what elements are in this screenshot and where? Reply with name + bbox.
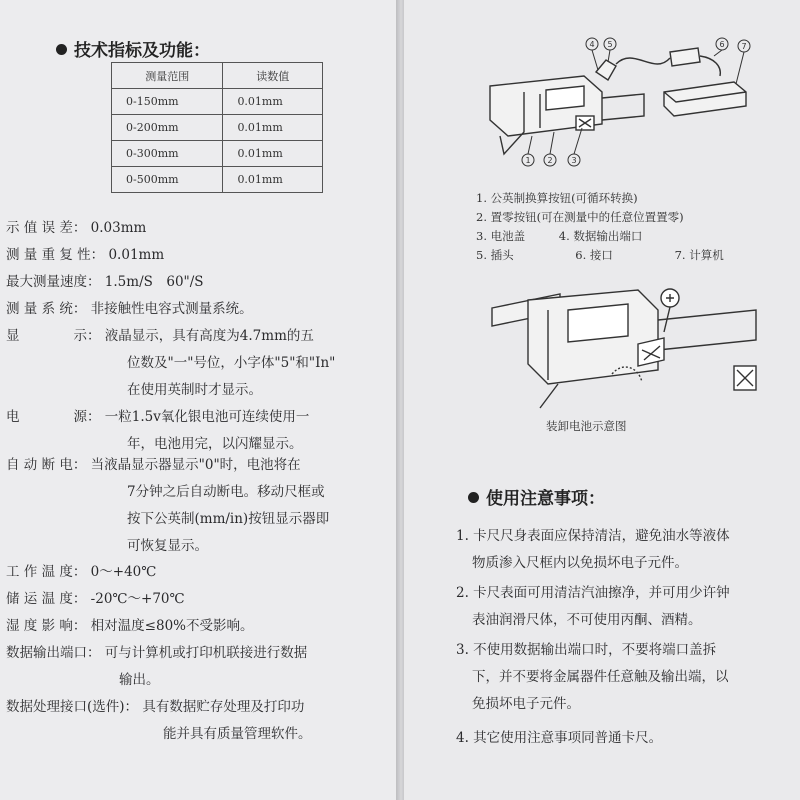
table-header-row bbox=[112, 63, 323, 89]
spec-label: 最大测量速度： bbox=[6, 274, 101, 290]
table-cell: 0-300mm bbox=[112, 141, 223, 167]
spec-value-line: 具有数据贮存处理及打印功 bbox=[142, 699, 305, 715]
specs-title: 技术指标及功能： bbox=[56, 36, 210, 61]
table-header: 测量范围 bbox=[112, 63, 223, 89]
legend-item: 6. 接口 bbox=[575, 248, 613, 262]
spec-value: 相对温度≤80%不受影响。 bbox=[90, 618, 254, 634]
spec-value-line: 位数及"一"号位，小字体"5"和"In" bbox=[127, 355, 336, 371]
spec-value: 0.01mm bbox=[108, 247, 165, 263]
callout-3: 3 bbox=[571, 156, 577, 165]
range-table bbox=[111, 62, 323, 193]
spec-power bbox=[6, 404, 309, 431]
spec-data-output bbox=[6, 640, 307, 667]
note-line: 下，并不要将金属器件任意触及输出端，以 bbox=[472, 669, 729, 685]
spec-value-line: 当液晶显示器显示"0"时，电池将在 bbox=[90, 457, 301, 473]
spec-label: 电 源： bbox=[6, 409, 101, 425]
table-row bbox=[112, 167, 323, 193]
caliper-connection-diagram bbox=[484, 36, 784, 176]
table-header: 读数值 bbox=[223, 63, 323, 89]
battery-diagram bbox=[488, 280, 788, 410]
spec-value-line: 7分钟之后自动断电。移动尺框或 bbox=[127, 484, 325, 500]
spec-value-line: 输出。 bbox=[119, 672, 160, 688]
battery-diagram-caption: 装卸电池示意图 bbox=[546, 419, 627, 433]
spec-value-line: 一粒1.5v氧化银电池可连续使用一 bbox=[104, 409, 310, 425]
caliper-drawing bbox=[490, 76, 644, 154]
spec-value: -20℃～+70℃ bbox=[90, 591, 185, 607]
table-row bbox=[112, 141, 323, 167]
callout-4: 4 bbox=[589, 40, 595, 49]
legend-line bbox=[476, 247, 724, 263]
table-row bbox=[112, 89, 323, 115]
spec-label: 湿 度 影 响： bbox=[6, 618, 87, 634]
spec-value: 非接触性电容式测量系统。 bbox=[90, 301, 253, 317]
right-page bbox=[404, 0, 800, 800]
spec-label: 测 量 重 复 性： bbox=[6, 247, 105, 263]
spec-accuracy bbox=[6, 215, 146, 242]
spec-speed bbox=[6, 269, 204, 296]
spec-value-line: 可与计算机或打印机联接进行数据 bbox=[104, 645, 308, 661]
spec-label: 工 作 温 度： bbox=[6, 564, 87, 580]
spec-display bbox=[6, 323, 314, 350]
callout-2: 2 bbox=[547, 156, 553, 165]
note-line: 4. 其它使用注意事项同普通卡尺。 bbox=[456, 730, 663, 746]
spec-humidity bbox=[6, 613, 254, 640]
spec-value: 1.5m/S 60"/S bbox=[104, 274, 204, 290]
table-cell: 0-150mm bbox=[112, 89, 223, 115]
spec-system bbox=[6, 296, 253, 323]
spec-data-processing bbox=[6, 694, 304, 721]
legend-item: 5. 插头 bbox=[476, 248, 514, 262]
callout-5: 5 bbox=[607, 40, 613, 49]
note-line: 3. 不使用数据输出端口时，不要将端口盖拆 bbox=[456, 642, 717, 658]
spec-auto-off bbox=[6, 452, 301, 479]
spec-value-line: 年，电池用完，以闪耀显示。 bbox=[127, 436, 303, 452]
table-cell: 0.01mm bbox=[223, 167, 323, 193]
spec-label: 自 动 断 电： bbox=[6, 457, 87, 473]
legend-line bbox=[476, 228, 642, 244]
spec-repeatability bbox=[6, 242, 164, 269]
spec-label: 测 量 系 统： bbox=[6, 301, 87, 317]
bullet-icon bbox=[468, 492, 479, 503]
table-cell: 0.01mm bbox=[223, 141, 323, 167]
table-cell: 0.01mm bbox=[223, 89, 323, 115]
table-cell: 0-200mm bbox=[112, 115, 223, 141]
callout-7: 7 bbox=[741, 42, 747, 51]
spec-label: 显 示： bbox=[6, 328, 101, 344]
callout-1: 1 bbox=[525, 156, 531, 165]
plug-cable-drawing bbox=[596, 48, 720, 80]
computer-drawing bbox=[664, 82, 746, 116]
legend-item: 7. 计算机 bbox=[674, 248, 724, 262]
spec-label: 数据输出端口： bbox=[6, 645, 101, 661]
note-line: 表油润滑尺体，不可使用丙酮、酒精。 bbox=[472, 612, 702, 628]
legend-item: 3. 电池盖 bbox=[476, 229, 526, 243]
table-cell: 0-500mm bbox=[112, 167, 223, 193]
notes-title: 使用注意事项： bbox=[468, 484, 605, 509]
spec-value-line: 可恢复显示。 bbox=[127, 538, 208, 554]
spec-value-line: 在使用英制时才显示。 bbox=[127, 382, 262, 398]
left-page bbox=[0, 0, 398, 800]
spec-label: 示 值 误 差： bbox=[6, 220, 87, 236]
callout-6: 6 bbox=[719, 40, 725, 49]
table-cell: 0.01mm bbox=[223, 115, 323, 141]
legend-line: 1. 公英制换算按钮(可循环转换) bbox=[476, 191, 638, 205]
note-line: 2. 卡尺表面可用清洁汽油擦净，并可用少许钟 bbox=[456, 585, 730, 601]
note-line: 免损坏电子元件。 bbox=[472, 696, 580, 712]
spec-label: 储 运 温 度： bbox=[6, 591, 87, 607]
table-row bbox=[112, 115, 323, 141]
legend-line: 2. 置零按钮(可在测量中的任意位置置零) bbox=[476, 210, 684, 224]
legend-item: 4. 数据输出端口 bbox=[558, 229, 643, 243]
spec-storage-temp bbox=[6, 586, 185, 613]
note-line: 物质渗入尺框内以免损坏电子元件。 bbox=[472, 555, 688, 571]
spec-value-line: 能并具有质量管理软件。 bbox=[163, 726, 312, 742]
spec-value-line: 按下公英制(mm/in)按钮显示器即 bbox=[127, 511, 330, 527]
spec-value: 0.03mm bbox=[90, 220, 147, 236]
spec-value-line: 液晶显示，具有高度为4.7mm的五 bbox=[104, 328, 314, 344]
spec-label: 数据处理接口(选件)： bbox=[6, 699, 139, 715]
spec-work-temp bbox=[6, 559, 156, 586]
bullet-icon bbox=[56, 44, 67, 55]
spec-value: 0～+40℃ bbox=[90, 564, 157, 580]
note-line: 1. 卡尺尺身表面应保持清洁，避免油水等液体 bbox=[456, 528, 730, 544]
